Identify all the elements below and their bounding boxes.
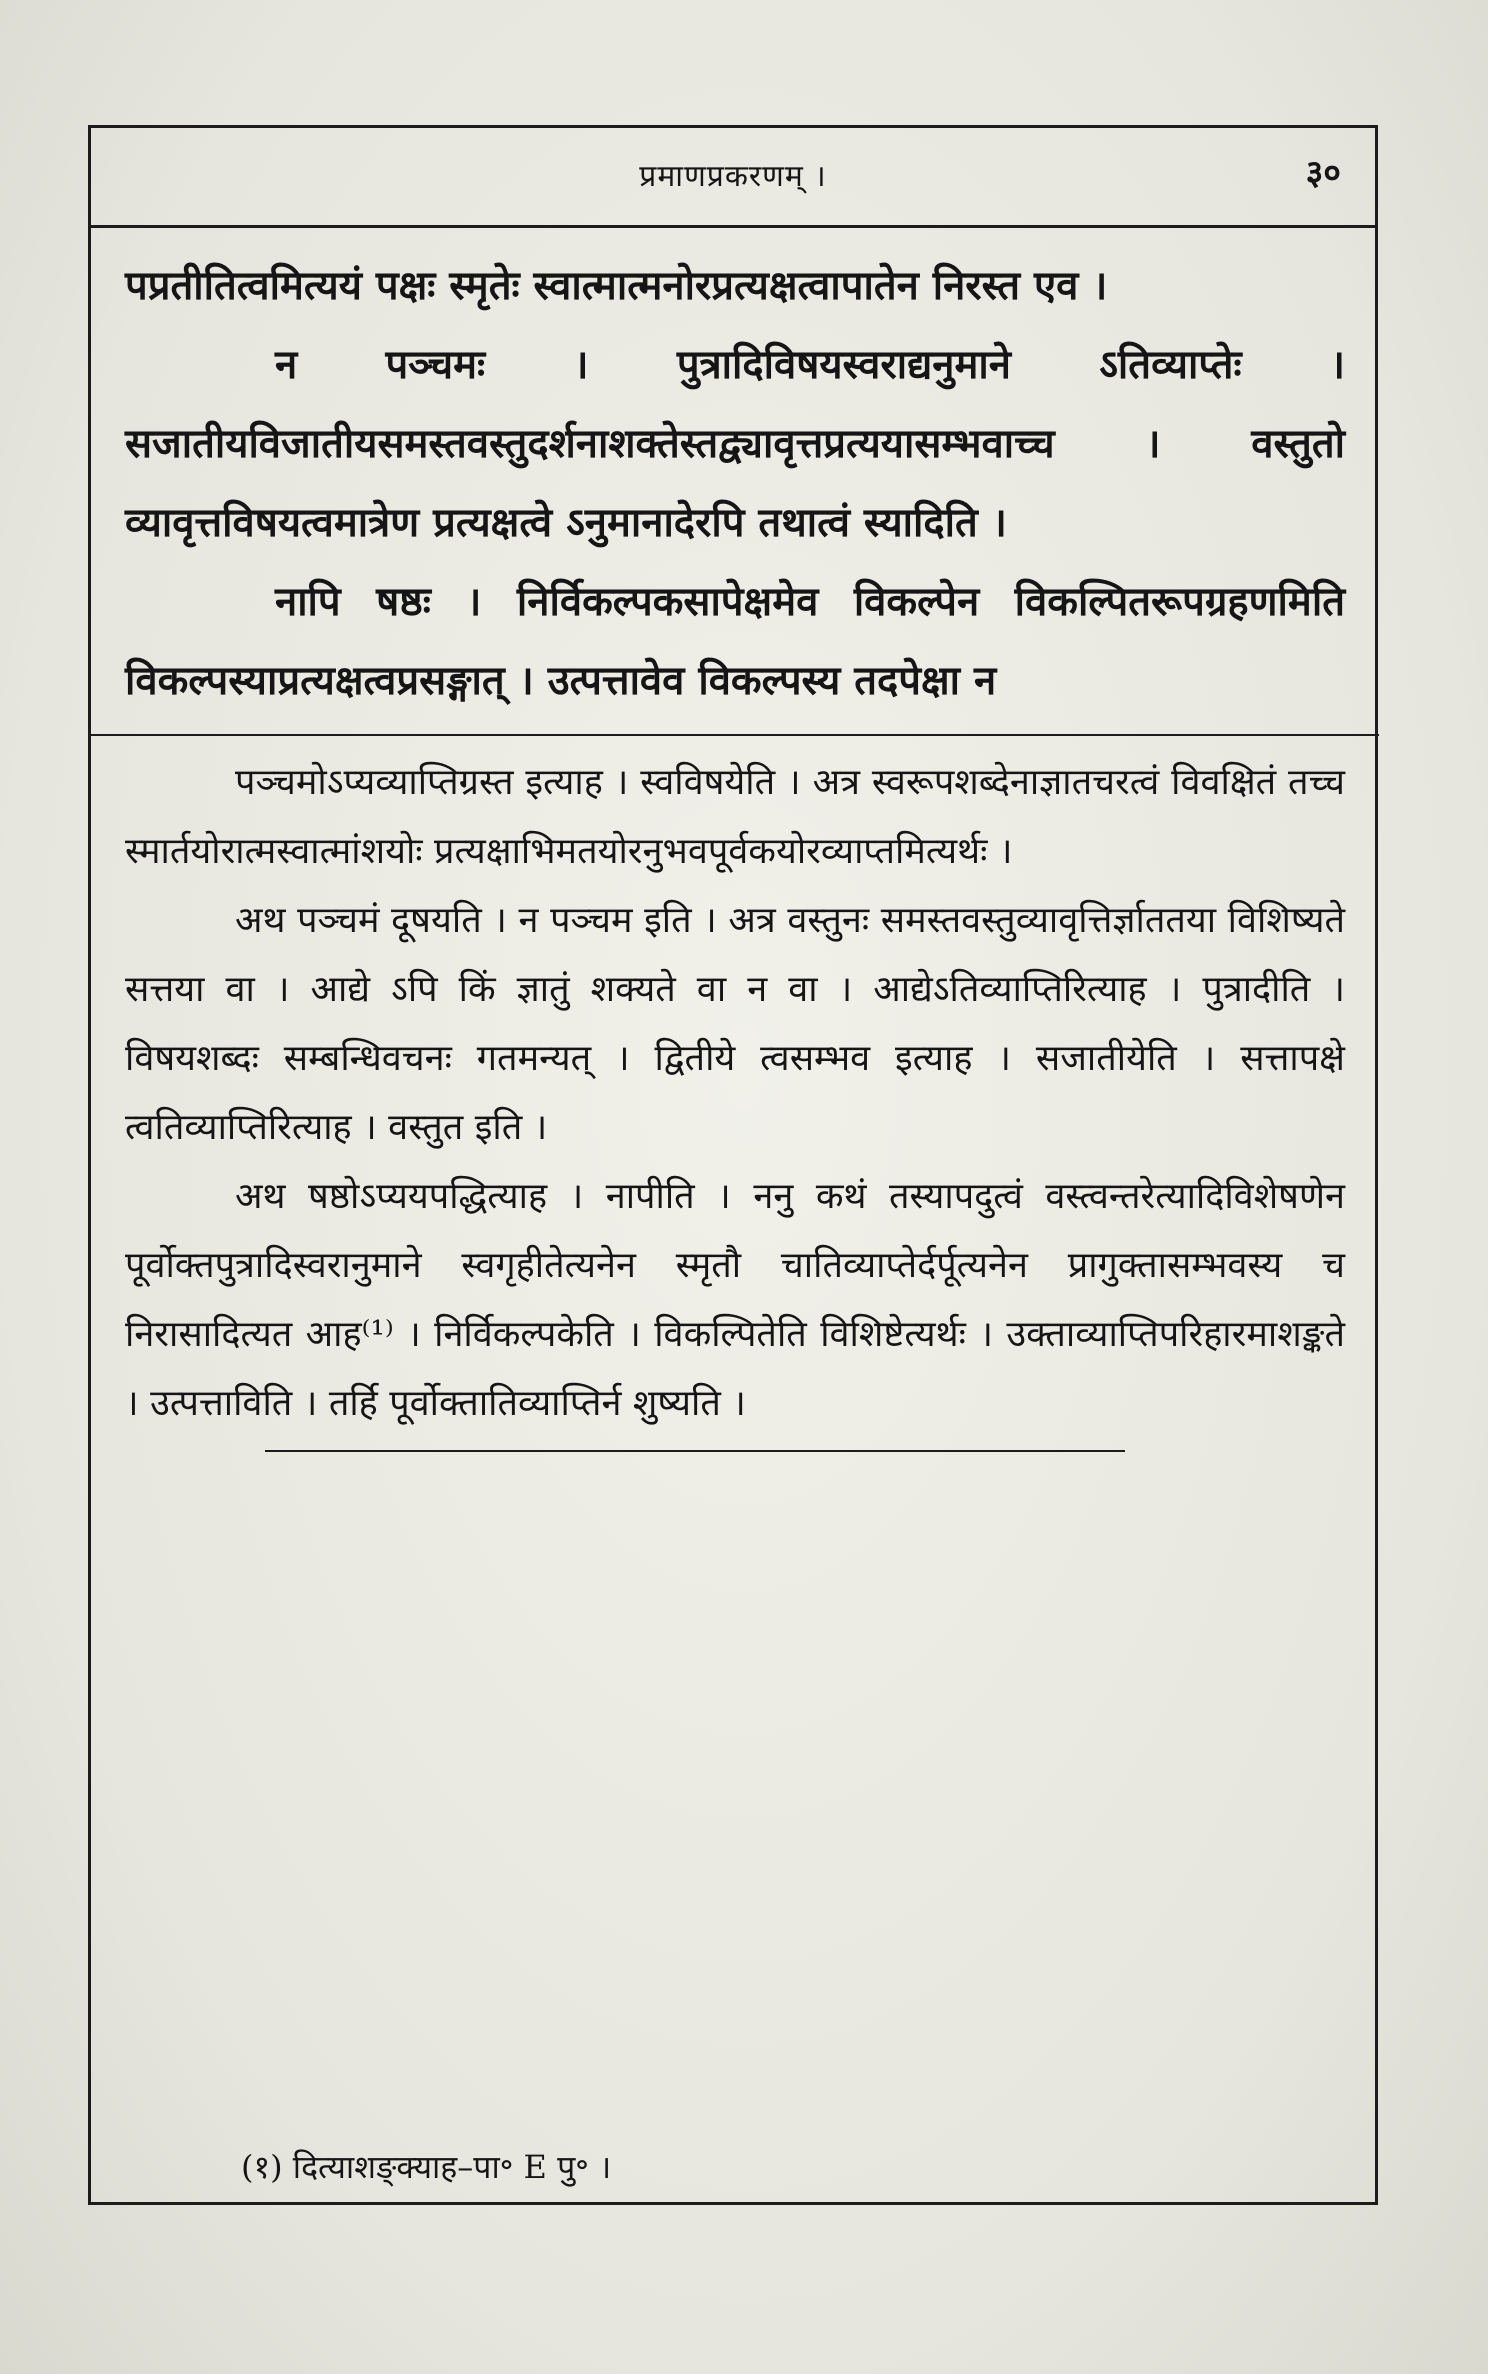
root-paragraph: नापि षष्ठः । निर्विकल्पकसापेक्षमेव विकल्पेन विकल्पितरूपग्रहणमिति विकल्पस्याप्रत्यक्षत्वप्रसङ्गात् । उत्पत्तावेव विकल्पस्य तदपेक्षा न xyxy=(125,578,1345,704)
page-header xyxy=(91,128,1375,228)
commentary-paragraph: अथ पञ्चमं दूषयति । न पञ्चम इति । अत्र वस्तुनः समस्तवस्तुव्यावृत्तिर्ज्ञाततया विशिष्यते सत्तया वा । आद्ये ऽपि किं ज्ञातुं शक्यते वा न वा । आद्येऽतिव्याप्तिरित्याह । पुत्रादीति । विषयशब्दः सम्बन्धिवचनः गतमन्यत् । द्वितीये त्वसम्भव इत्याह । सजातीयेति । सत्तापक्षे त्वतिव्याप्तिरित्याह । वस्तुत इति । xyxy=(125,900,1345,1148)
root-paragraph: पप्रतीतित्वमित्ययं पक्षः स्मृतेः स्वात्मात्मनोरप्रत्यक्षत्वापातेन निरस्त एव । xyxy=(125,262,1108,309)
commentary-paragraph: पञ्चमोऽप्यव्याप्तिग्रस्त इत्याह । स्वविषयेति । अत्र स्वरूपशब्देनाज्ञातचरत्वं विवक्षितं तच्च स्मार्तयोरात्मस्वात्मांशयोः प्रत्यक्षाभिमतयोरनुभवपूर्वकयोरव्याप्तमित्यर्थः । xyxy=(125,762,1345,872)
commentary-paragraph: अथ षष्ठोऽप्ययपद्धित्याह । नापीति । ननु कथं तस्यापदुत्वं वस्त्वन्तरेत्यादिविशेषणेन पूर्वोक्तपुत्रादिस्वरानुमाने स्वगृहीतेत्यनेन स्मृतौ चातिव्याप्तेर्दर्पूत्यनेन प्रागुक्तासम्भवस्य च निरासादित्यत आह⁽¹⁾ । निर्विकल्पकेति । विकल्पितेति विशिष्टेत्यर्थः । उक्ताव्याप्तिपरिहारमाशङ्कते । उत्पत्ताविति । तर्हि पूर्वोक्तातिव्याप्तिर्न शुष्यति । xyxy=(125,1176,1345,1424)
page-body xyxy=(125,246,1345,1452)
footnote-divider xyxy=(265,1450,1125,1452)
footnote: (१) दित्याशङ्क्याह–पा॰ E पु॰ । xyxy=(241,2148,612,2186)
commentary xyxy=(125,748,1345,1438)
page-number: ३० xyxy=(1305,153,1341,193)
root-text xyxy=(125,246,1345,720)
page-frame xyxy=(88,125,1378,2205)
running-title: प्रमाणप्रकरणम् । xyxy=(639,159,827,194)
section-divider xyxy=(91,734,1379,736)
root-paragraph: न पञ्चमः । पुत्रादिविषयस्वराद्यनुमाने ऽतिव्याप्तेः । सजातीयविजातीयसमस्तवस्तुदर्शनाशक्तेस्तद्व्यावृत्तप्रत्ययासम्भवाच्च । वस्तुतो व्यावृत्तविषयत्वमात्रेण प्रत्यक्षत्वे ऽनुमानादेरपि तथात्वं स्यादिति । xyxy=(125,341,1345,546)
